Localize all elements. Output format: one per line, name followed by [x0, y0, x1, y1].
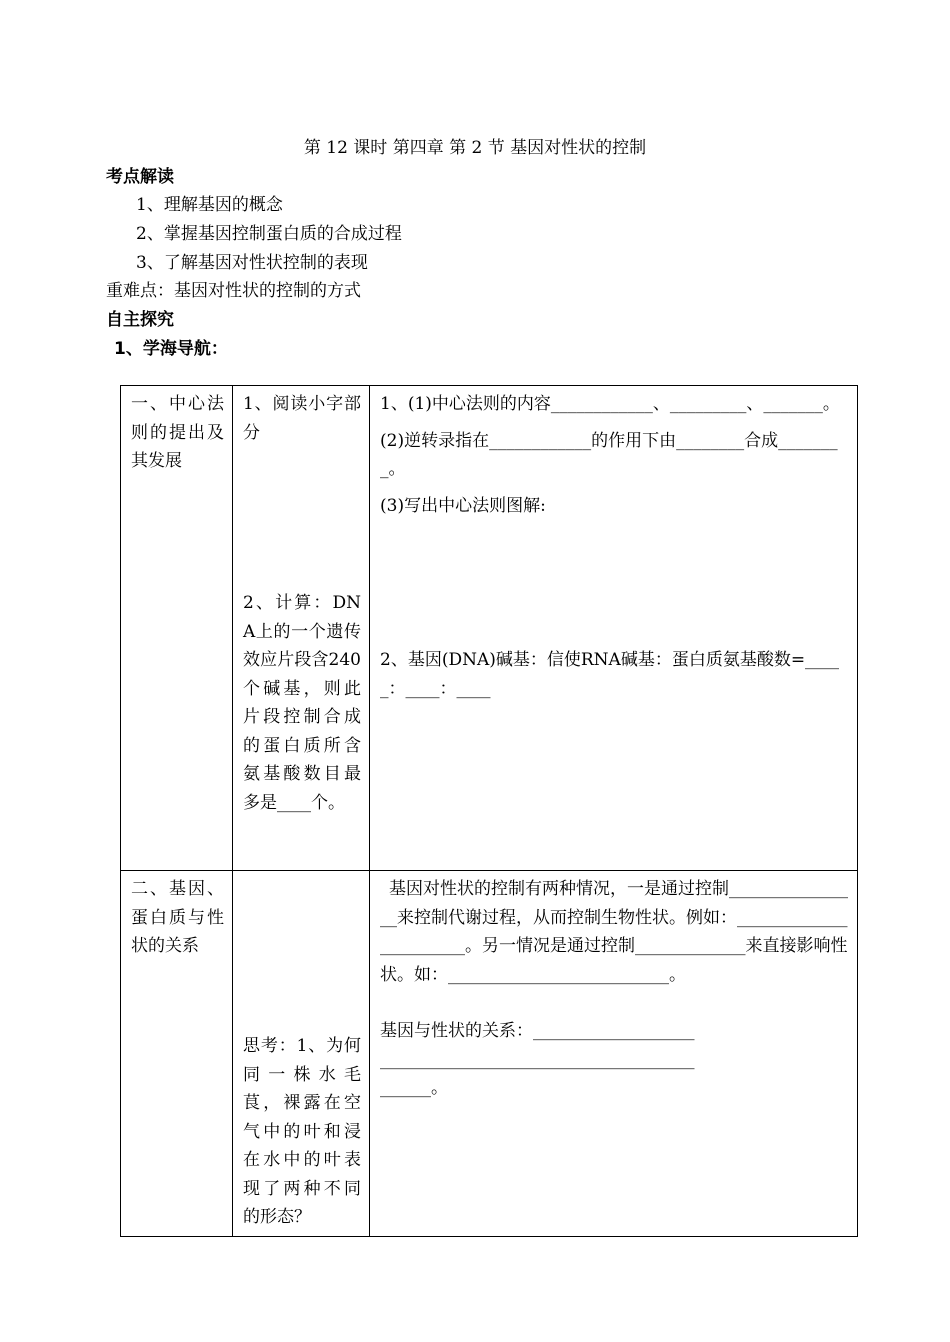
spacer	[380, 989, 849, 1017]
study-table	[120, 385, 858, 1237]
guide-cell-1	[233, 386, 370, 871]
question-cell-1	[370, 386, 858, 871]
central-dogma-question: 1、(1)中心法则的内容____________、_________、_______。	[380, 394, 840, 414]
kaodian-heading: 考点解读	[106, 167, 174, 187]
key-point: 重难点：基因对性状的控制的方式	[106, 281, 361, 301]
topic-cell-1: 一、中心法则的提出及其发展	[121, 386, 233, 871]
zizhu-heading: 自主探究	[106, 310, 174, 330]
topic-cell-2: 二、基因、蛋白质与性状的关系	[121, 871, 233, 1237]
spacer	[243, 447, 361, 589]
table-row	[121, 871, 858, 1237]
kaodian-item-2: 2、掌握基因控制蛋白质的合成过程	[136, 224, 402, 244]
diagram-question: (3)写出中心法则图解:	[380, 495, 546, 516]
question-cell-2	[370, 871, 858, 1237]
guide-calc-text: 2、计算：DNA上的一个遗传效应片段含240个碱基，则此片段控制合成的蛋白质所含氨基酸数目最多是____个。	[243, 593, 361, 813]
ratio-question: 2、基因(DNA)碱基：信使RNA碱基：蛋白质氨基酸数=_____：____：____	[380, 650, 840, 699]
page-title: 第 12 课时 第四章 第 2 节 基因对性状的控制	[303, 138, 647, 158]
gene-control-paragraph: 基因对性状的控制有两种情况，一是通过控制________________来控制代谢过程，从而控制生物性状。例如：_______________________。另一情况是通过控制_____________来直接影响性状。如：__________________________。	[380, 879, 848, 985]
reverse-transcription-question: (2)逆转录指在____________的作用下由________合成________。	[380, 430, 838, 479]
guide-think-text: 思考：1、为何同一株水毛茛，裸露在空气中的叶和浸在水中的叶表现了两种不同的形态？	[243, 1036, 361, 1227]
gene-trait-relation: 基因与性状的关系：______________________________________________________________。	[380, 1021, 695, 1098]
kaodian-item-1: 1、理解基因的概念	[136, 195, 283, 215]
guide-read-text: 1、阅读小字部分	[243, 394, 361, 443]
table-row	[121, 386, 858, 871]
diagram-space	[380, 520, 849, 646]
zizhu-subheading: 1、学海导航：	[114, 339, 228, 359]
guide-cell-2	[233, 871, 370, 1237]
spacer	[243, 875, 361, 1032]
kaodian-item-3: 3、了解基因对性状控制的表现	[136, 253, 368, 273]
